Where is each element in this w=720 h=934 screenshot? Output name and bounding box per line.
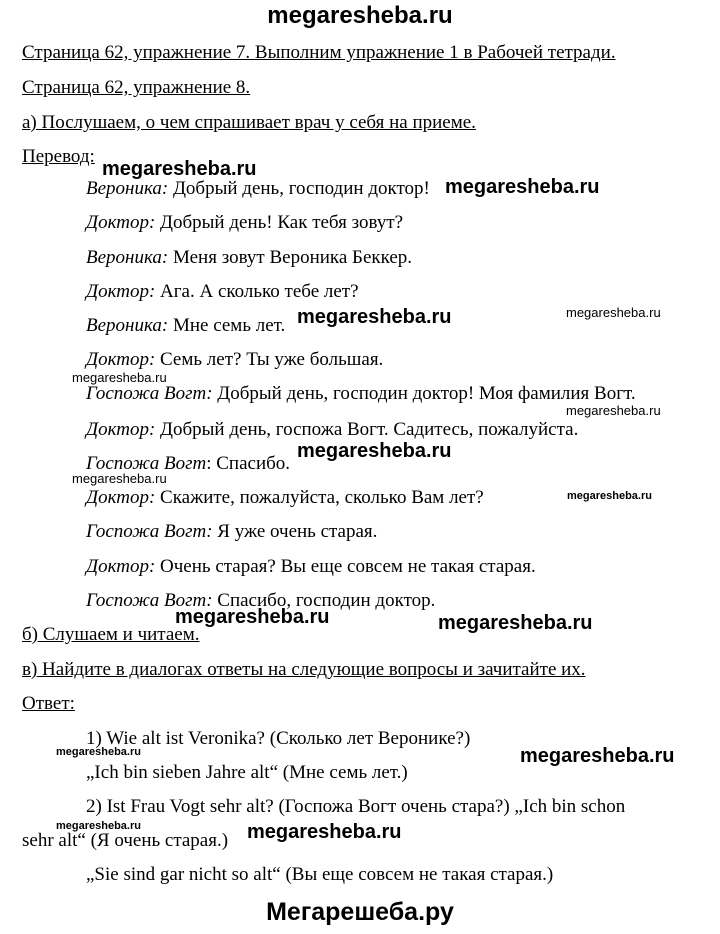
dialogue-line [86, 383, 636, 405]
speaker-name: Доктор: [86, 349, 156, 370]
speaker-name: Госпожа Вогт: [86, 521, 213, 542]
speaker-name: Госпожа Вогт: [86, 590, 213, 611]
dialogue-line [86, 487, 484, 509]
watermark: megaresheba.ru [247, 821, 402, 843]
speaker-name: Госпожа Вогт: [86, 383, 213, 404]
dialogue-line [86, 315, 285, 337]
watermark: megaresheba.ru [567, 490, 652, 502]
speaker-name: Доктор: [86, 281, 156, 302]
dialogue-text: : Спасибо. [206, 453, 291, 474]
dialogue-text: Меня зовут Вероника Беккер. [168, 247, 413, 268]
dialogue-text: Добрый день, господин доктор! [168, 178, 430, 199]
watermark: megaresheba.ru [297, 306, 452, 328]
dialogue-text: Добрый день, госпожа Вогт. Садитесь, пожалуйста. [155, 419, 579, 440]
dialogue-line [86, 212, 403, 234]
exercise-7-heading: Страница 62, упражнение 7. Выполним упражнение 1 в Рабочей тетради. [22, 42, 616, 63]
dialogue-text: Семь лет? Ты уже большая. [155, 349, 384, 370]
speaker-name: Вероника: [86, 315, 169, 336]
speaker-name: Доктор: [86, 212, 156, 233]
watermark: megaresheba.ru [566, 305, 661, 320]
speaker-name: Доктор: [86, 419, 156, 440]
dialogue-text: Очень старая? Вы еще совсем не такая старая. [155, 556, 536, 577]
dialogue-line [86, 281, 359, 303]
dialogue-line [86, 521, 377, 543]
dialogue-text: Спасибо, господин доктор. [212, 590, 436, 611]
watermark: megaresheba.ru [566, 403, 661, 418]
speaker-name: Доктор: [86, 487, 156, 508]
translation-label: Перевод: [22, 146, 95, 167]
dialogue-text: Добрый день, господин доктор! Моя фамилия Вогт. [212, 383, 636, 404]
watermark: megaresheba.ru [438, 612, 593, 634]
part-v-heading: в) Найдите в диалогах ответы на следующие вопросы и зачитайте их. [22, 659, 586, 680]
answer-label: Ответ: [22, 693, 75, 714]
dialogue-text: Я уже очень старая. [212, 521, 378, 542]
dialogue-text: Мне семь лет. [168, 315, 286, 336]
exercise-8-heading: Страница 62, упражнение 8. [22, 77, 251, 98]
watermark: megaresheba.ru [72, 471, 167, 486]
dialogue-text: Ага. А сколько тебе лет? [155, 281, 359, 302]
dialogue-text: Скажите, пожалуйста, сколько Вам лет? [155, 487, 484, 508]
part-b-heading: б) Слушаем и читаем. [22, 624, 200, 645]
site-header-logo: megaresheba.ru [267, 2, 453, 29]
dialogue-line [86, 247, 412, 269]
watermark: megaresheba.ru [445, 176, 600, 198]
dialogue-text: Добрый день! Как тебя зовут? [155, 212, 404, 233]
watermark: megaresheba.ru [520, 745, 675, 767]
watermark: megaresheba.ru [56, 746, 141, 758]
part-a-heading: а) Послушаем, о чем спрашивает врач у себя на приеме. [22, 112, 476, 133]
watermark: megaresheba.ru [175, 606, 330, 628]
speaker-name: Вероника: [86, 178, 169, 199]
speaker-name: Госпожа Вогт [86, 453, 207, 474]
speaker-name: Доктор: [86, 556, 156, 577]
watermark: megaresheba.ru [56, 820, 141, 832]
speaker-name: Вероника: [86, 247, 169, 268]
answer-3: „Sie sind gar nicht so alt“ (Вы еще совсем не такая старая.) [86, 864, 554, 885]
site-footer-logo: Мегарешеба.ру [266, 898, 454, 926]
dialogue-line [86, 349, 383, 371]
watermark: megaresheba.ru [297, 440, 452, 462]
watermark: megaresheba.ru [102, 158, 257, 180]
question-2-continued: sehr alt“ (Я очень старая.) [22, 830, 229, 851]
answer-1: „Ich bin sieben Jahre alt“ (Мне семь лет.) [86, 762, 408, 783]
question-2: 2) Ist Frau Vogt sehr alt? (Госпожа Вогт очень стара?) „Ich bin schon [86, 796, 626, 817]
dialogue-line [86, 178, 430, 200]
watermark: megaresheba.ru [72, 370, 167, 385]
dialogue-line [86, 419, 578, 441]
dialogue-line [86, 556, 536, 578]
question-1: 1) Wie alt ist Veronika? (Сколько лет Веронике?) [86, 728, 471, 749]
